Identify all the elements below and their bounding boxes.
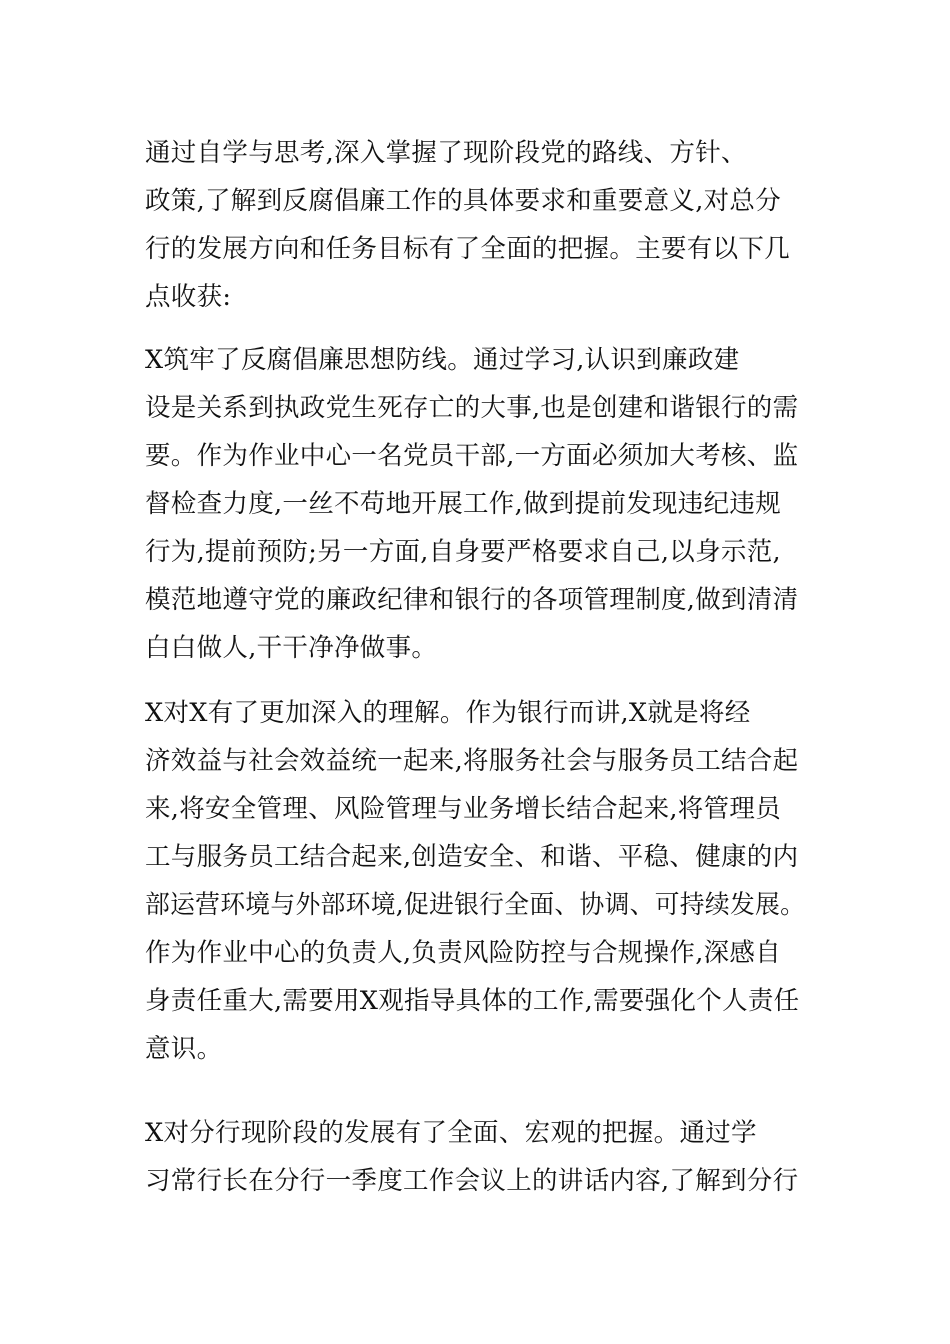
text-line: 点收获:	[145, 282, 232, 312]
text-line: X对分行现阶段的发展有了全面、宏观的把握。通过学	[145, 1118, 757, 1148]
text-line: X对X有了更加深入的理解。作为银行而讲,X就是将经	[145, 698, 751, 728]
text-line: 要。作为作业中心一名党员干部,一方面必须加大考核、监	[145, 441, 799, 471]
text-line: 习常行长在分行一季度工作会议上的讲话内容,了解到分行	[145, 1166, 799, 1196]
text-line: 济效益与社会效益统一起来,将服务社会与服务员工结合起	[145, 746, 799, 776]
text-line: 工与服务员工结合起来,创造安全、和谐、平稳、健康的内	[145, 842, 799, 872]
text-line: 意识。	[145, 1034, 223, 1064]
text-line: 政策,了解到反腐倡廉工作的具体要求和重要意义,对总分	[145, 186, 782, 216]
text-line: 白白做人,干干净净做事。	[145, 633, 438, 663]
text-line: 模范地遵守党的廉政纪律和银行的各项管理制度,做到清清	[145, 585, 799, 615]
text-line: 行的发展方向和任务目标有了全面的把握。主要有以下几	[145, 234, 791, 264]
text-line: 作为作业中心的负责人,负责风险防控与合规操作,深感自	[145, 938, 782, 968]
text-line: 督检查力度,一丝不苟地开展工作,做到提前发现违纪违规	[145, 489, 782, 519]
text-line: 来,将安全管理、风险管理与业务增长结合起来,将管理员	[145, 794, 782, 824]
text-line: X筑牢了反腐倡廉思想防线。通过学习,认识到廉政建	[145, 345, 740, 375]
text-line: 部运营环境与外部环境,促进银行全面、协调、可持续发展。	[145, 890, 806, 920]
text-line: 设是关系到执政党生死存亡的大事,也是创建和谐银行的需	[145, 393, 799, 423]
text-line: 行为,提前预防;另一方面,自身要严格要求自己,以身示范,	[145, 537, 781, 567]
text-line: 通过自学与思考,深入掌握了现阶段党的路线、方针、	[145, 138, 747, 168]
text-line: 身责任重大,需要用X观指导具体的工作,需要强化个人责任	[145, 986, 800, 1016]
